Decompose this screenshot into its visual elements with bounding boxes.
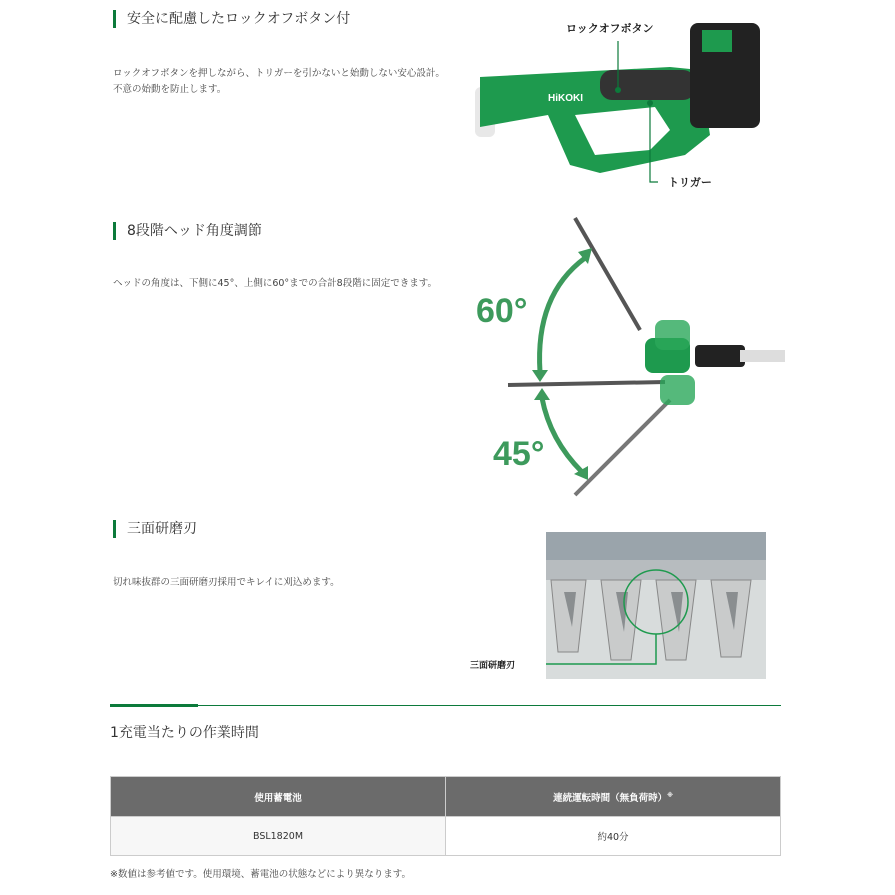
section1-text: ロックオフボタンを押しながら、トリガーを引かないと始動しない安心設計。不意の始動を防止します。 (113, 68, 445, 95)
three-face-callout: 三面研磨刃 (470, 661, 516, 671)
header-battery: 使用蓄電池 (111, 777, 446, 817)
blade-closeup-figure (546, 532, 766, 679)
table-row (111, 817, 781, 856)
motor-head-ghost-down (660, 375, 695, 405)
arc-up (540, 258, 585, 372)
table-header-row (111, 777, 781, 817)
cell-runtime: 約40分 (446, 817, 781, 856)
worktime-title: 1充電当たりの作業時間 (110, 725, 259, 741)
footnote: ※数値は参考値です。使用環境、蓄電池の状態などにより異なります。 (110, 869, 411, 880)
blade-horizontal (508, 382, 665, 385)
arc-down-arrow-top (534, 388, 550, 400)
arc-up-arrow-bottom (532, 370, 548, 382)
lockoff-button-figure (470, 15, 770, 195)
angle-down-label: 45° (493, 435, 545, 473)
blade-bar (546, 532, 766, 560)
header-note-mark: ※ (667, 791, 673, 799)
pole-shaft (740, 350, 785, 362)
section2-text: ヘッドの角度は、下側に45°、上側に60°までの合計8段階に固定できます。 (113, 278, 437, 289)
lockoff-callout: ロックオフボタン (566, 22, 654, 35)
section2-heading: 8段階ヘッド角度調節 (113, 222, 262, 240)
trigger-dot (647, 100, 653, 106)
angle-up-label: 60° (476, 292, 528, 330)
blade-down (575, 400, 670, 495)
section3-heading: 三面研磨刃 (113, 520, 197, 538)
pole-joint (695, 345, 745, 367)
section3-text: 切れ味抜群の三面研磨刃採用でキレイに刈込めます。 (113, 577, 340, 588)
cell-battery: BSL1820M (111, 817, 446, 856)
section-divider-accent (110, 704, 198, 707)
battery-indicator (702, 30, 732, 52)
brand-logo: HiKOKI (548, 93, 583, 104)
header-runtime: 連続運転時間（無負荷時）※ (446, 777, 781, 817)
arc-down (542, 398, 582, 472)
lockoff-dot (615, 87, 621, 93)
trigger-callout: トリガー (668, 176, 712, 189)
section1-heading: 安全に配慮したロックオフボタン付 (113, 10, 350, 28)
blade-up (575, 218, 640, 330)
worktime-table (110, 776, 781, 856)
section-divider (198, 705, 781, 706)
grip (600, 70, 695, 100)
motor-head-ghost (655, 320, 690, 350)
